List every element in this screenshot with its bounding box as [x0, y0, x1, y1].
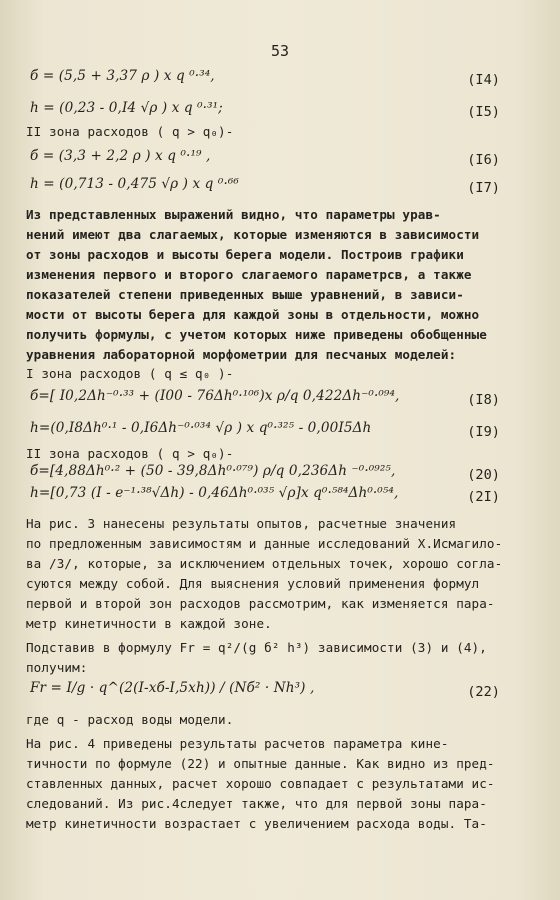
text-line [26, 446, 233, 461]
text-line [26, 576, 479, 591]
text-line [26, 307, 479, 322]
text-line [26, 736, 449, 751]
text-line [26, 776, 495, 791]
equation-line [30, 176, 239, 192]
line-text: тичности по формуле (22) и опытные данные. Как видно из пред- [26, 756, 495, 771]
text-line [26, 616, 272, 631]
text-line [26, 124, 233, 139]
line-text: На рис. 3 нанесены результаты опытов, расчетные значения [26, 516, 457, 531]
equation-line [30, 463, 395, 479]
text-line [26, 660, 87, 675]
line-text: ва /3/, которые, за исключением отдельных точек, хорошо согла- [26, 556, 503, 571]
text-line [26, 596, 495, 611]
equation-number: (20) [467, 467, 500, 483]
text-line [26, 816, 487, 831]
equation-number: (I5) [467, 104, 500, 120]
line-text: h = (0,23 - 0,I4 √ρ ) x q ⁰·³¹; [30, 100, 223, 116]
line-text: метр кинетичности возрастает с увеличением расхода воды. Та- [26, 816, 487, 831]
text-line [26, 756, 495, 771]
text-line [26, 347, 456, 362]
line-text: б=[ I0,2Δh⁻⁰·³³ + (I00 - 76Δh⁰·¹⁰⁶)x ρ/q 0,422Δh⁻⁰·⁰⁹⁴, [30, 388, 400, 404]
line-text: нений имеют два слагаемых, которые изменяются в зависимости [26, 227, 480, 242]
line-text: Подставив в формулу Fr = q²/(g б² h³) зависимости (3) и (4), [26, 640, 487, 655]
line-text: следований. Из рис.4следует также, что для первой зоны пара- [26, 796, 487, 811]
equation-line [30, 388, 399, 404]
line-text: б = (3,3 + 2,2 ρ ) x q ⁰·¹⁹ , [30, 148, 211, 164]
line-text: б = (5,5 + 3,37 ρ ) x q ⁰·³⁴, [30, 68, 215, 84]
line-text: где q - расход воды модели. [26, 712, 234, 727]
equation-number: (I8) [467, 392, 500, 408]
equation-number: (I9) [467, 424, 500, 440]
text-line [26, 536, 502, 551]
line-text: суются между собой. Для выяснения условий применения формул [26, 576, 480, 591]
equation-number: (2I) [467, 489, 500, 505]
text-line [26, 227, 479, 242]
equation-line [30, 68, 215, 84]
equation-number: (I4) [467, 72, 500, 88]
line-text: показателей степени приведенных выше уравнений, в зависи- [26, 287, 464, 302]
line-text: ставленных данных, расчет хорошо совпадает с результатами ис- [26, 776, 495, 791]
line-text: б=[4,88Δh⁰·² + (50 - 39,8Δh⁰·⁰⁷⁹) ρ/q 0,236Δh ⁻⁰·⁰⁹²⁵, [30, 463, 396, 479]
equation-number: (I7) [467, 180, 500, 196]
line-text: h=[0,73 (I - e⁻¹·³⁸√Δh) - 0,46Δh⁰·⁰³⁵ √ρ]x q⁰·⁵⁸⁴Δh⁰·⁰⁵⁴, [30, 485, 399, 501]
text-line [26, 366, 233, 381]
equation-number: (22) [467, 684, 500, 700]
line-text: от зоны расходов и высоты берега модели. Построив графики [26, 247, 464, 262]
equation-line [30, 148, 210, 164]
text-line [26, 556, 502, 571]
line-text: получим: [26, 660, 88, 675]
text-line [26, 287, 464, 302]
text-line [26, 207, 441, 222]
line-text: уравнения лабораторной морфометрии для песчаных моделей: [26, 347, 457, 362]
text-line [26, 796, 487, 811]
line-text: Из представленных выражений видно, что параметры урав- [26, 207, 441, 222]
line-text: I зона расходов ( q ≤ q₀ )- [26, 366, 234, 381]
equation-number: (I6) [467, 152, 500, 168]
text-line [26, 247, 464, 262]
line-text: Fr = I/g · q^(2(I-xб-I,5xh)) / (Nб² · Nh³) , [30, 680, 315, 696]
text-line [26, 712, 233, 727]
line-text: мости от высоты берега для каждой зоны в отдельности, можно [26, 307, 480, 322]
line-text: изменения первого и второго слагаемого параметрсв, а также [26, 267, 472, 282]
line-text: первой и второй зон расходов рассмотрим, как изменяется пара- [26, 596, 495, 611]
text-line [26, 516, 456, 531]
line-text: h=(0,I8Δh⁰·¹ - 0,I6Δh⁻⁰·⁰³⁴ √ρ ) x q⁰·³²⁵ - 0,00I5Δh [30, 420, 372, 436]
line-text: На рис. 4 приведены результаты расчетов параметра кине- [26, 736, 449, 751]
line-text: метр кинетичности в каждой зоне. [26, 616, 272, 631]
equation-line [30, 100, 223, 116]
page-number: 53 [270, 42, 290, 60]
line-text: по предложенным зависимостям и данные исследований Х.Исмагило- [26, 536, 503, 551]
line-text: II зона расходов ( q > q₀)- [26, 446, 234, 461]
equation-line [30, 420, 371, 436]
text-line [26, 640, 487, 655]
text-line [26, 327, 487, 342]
line-text: получить формулы, с учетом которых ниже приведены обобщенные [26, 327, 487, 342]
line-text: h = (0,713 - 0,475 √ρ ) x q ⁰·⁶⁶ [30, 176, 239, 192]
text-line [26, 267, 472, 282]
equation-line [30, 680, 314, 696]
equation-line [30, 485, 398, 501]
line-text: II зона расходов ( q > q₀)- [26, 124, 234, 139]
